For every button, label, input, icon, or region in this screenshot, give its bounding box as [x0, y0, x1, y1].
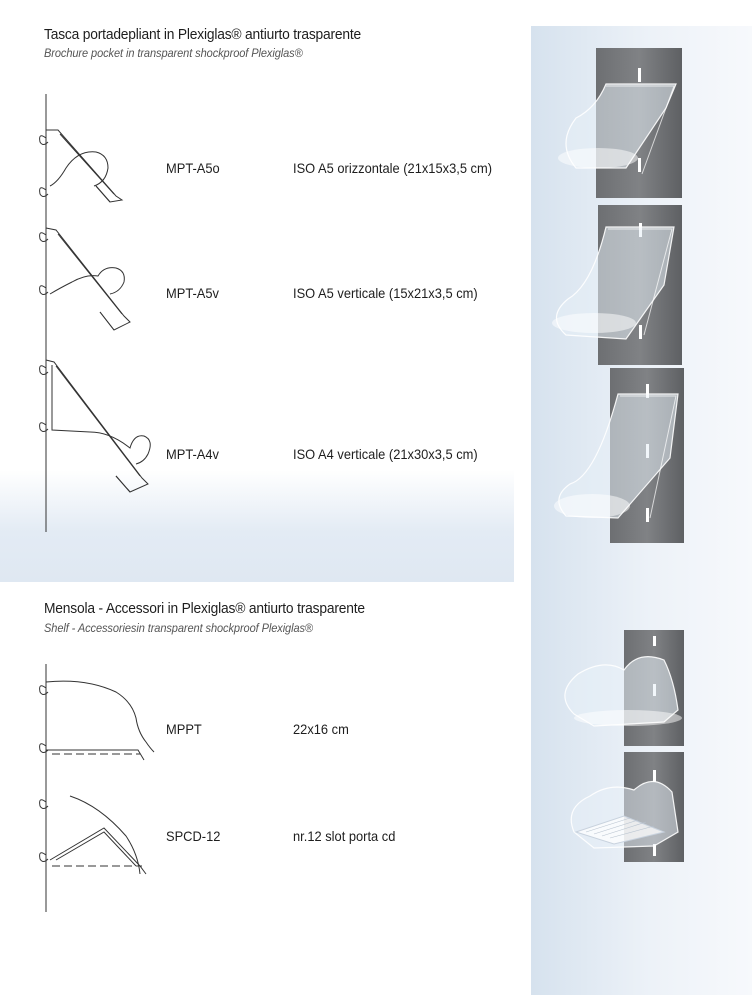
photo-mpt-a5v: [546, 205, 716, 365]
pocket-a4v-drawing: [40, 360, 151, 492]
section-1-subtitle: Brochure pocket in transparent shockproof Plexiglas®: [44, 46, 303, 60]
product-code-mpt-a4v: MPT-A4v: [166, 446, 219, 462]
pocket-a5v-drawing: [40, 228, 130, 330]
shelf-spcd-12-drawing: [40, 796, 146, 874]
section-2-title: Mensola - Accessori in Plexiglas® antiurto trasparente: [44, 600, 365, 617]
product-code-spcd-12: SPCD-12: [166, 828, 221, 844]
product-code-mpt-a5v: MPT-A5v: [166, 285, 219, 301]
product-description-spcd-12: nr.12 slot porta cd: [293, 828, 396, 844]
section-2-subtitle: Shelf - Accessoriesin transparent shockproof Plexiglas®: [44, 621, 313, 635]
photo-spcd-12: [554, 752, 694, 862]
section-1-title: Tasca portadepliant in Plexiglas® antiurto trasparente: [44, 26, 362, 43]
product-description-mpt-a4v: ISO A4 verticale (21x30x3,5 cm): [293, 446, 478, 462]
shelf-line-drawings: [30, 660, 160, 915]
product-description-mppt: 22x16 cm: [293, 721, 349, 737]
photo-mpt-a4v: [546, 368, 716, 543]
shelf-mppt-drawing: [40, 681, 154, 760]
product-description-mpt-a5v: ISO A5 verticale (15x21x3,5 cm): [293, 285, 478, 301]
photo-mpt-a5o: [546, 48, 716, 198]
product-code-mpt-a5o: MPT-A5o: [166, 160, 220, 176]
pocket-a5o-drawing: [40, 130, 122, 202]
brochure-pocket-line-drawings: [30, 90, 150, 535]
product-description-mpt-a5o: ISO A5 orizzontale (21x15x3,5 cm): [293, 160, 493, 176]
photo-mppt: [554, 630, 694, 746]
product-code-mppt: MPPT: [166, 721, 202, 737]
